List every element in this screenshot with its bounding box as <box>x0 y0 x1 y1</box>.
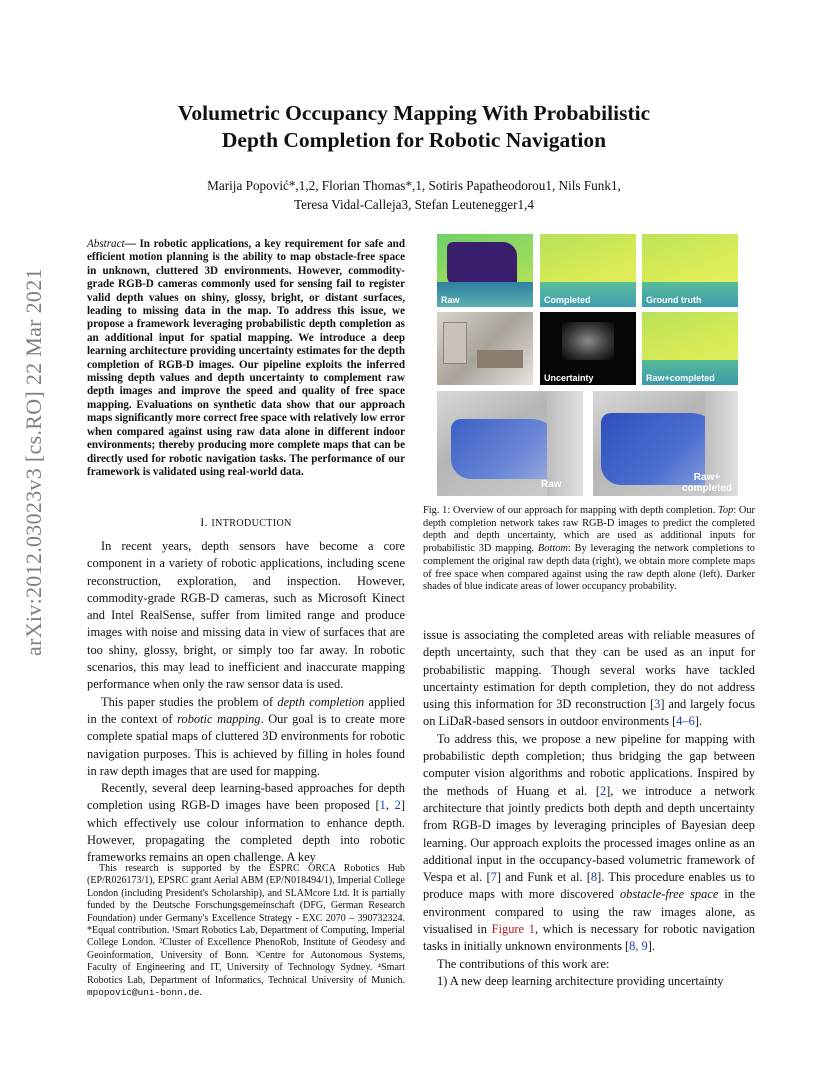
abstract-label: Abstract <box>87 238 125 250</box>
map-raw-completed <box>593 391 738 496</box>
section-number: I. <box>200 515 209 529</box>
map-raw <box>437 391 583 496</box>
label-uncertainty: Uncertainty <box>544 373 594 383</box>
uncertainty-image <box>540 312 636 385</box>
contribution-item-1: 1) A new deep learning architecture providing uncertainty <box>437 973 724 988</box>
completed-depth-image <box>540 234 636 307</box>
right-paragraph-2: To address this, we propose a new pipeline for mapping with probabilistic depth completion; thus bridging the gap between computer vision algorithms and robotic applications. Inspired by the methods of Huang et al. [2], we introduce a network architecture that jointly predicts both depth and depth uncertainty from RGB-D images by leveraging principles of Bayesian deep learning. Our approach exploits the processed images online as an additional input in the occupancy-based volumetric framework of Vespa et al. [7] and Funk et al. [8]. This procedure enables us to produce maps with more discovered obstacle-free space in the environment compared to using the raw images alone, as visualised in Figure 1, which is necessary for robotic navigation tasks in initially unknown environments [8, 9]. <box>423 731 755 954</box>
citation-link[interactable]: 2 <box>394 798 401 813</box>
figure-caption: Fig. 1: Overview of our approach for mapping with depth completion. Top: Our depth completion network takes raw RGB-D images to predict the completed depth and depth uncertainty, which are used as additional inputs for probabilistic 3D mapping. Bottom: By leveraging the network completions to complement the original raw depth data (right), we obtain more complete maps of free space when compared against using the raw depth alone (left). Darker shades of blue indicate areas of lower occupancy probability. <box>423 505 755 593</box>
right-paragraph-3: The contributions of this work are: <box>437 956 610 971</box>
label-map-raw-completed: Raw+ completed <box>681 472 732 494</box>
authors-line-2: Teresa Vidal-Calleja3, Stefan Leutenegger1,4 <box>293 197 535 212</box>
citation-link[interactable]: 2 <box>599 783 607 798</box>
citation-link[interactable]: 4–6 <box>676 714 695 729</box>
citation-link[interactable]: 3 <box>654 697 661 712</box>
title-line-1: Volumetric Occupancy Mapping With Probabilistic <box>177 101 651 125</box>
figure-link[interactable]: Figure 1 <box>491 922 535 937</box>
title-line-2: Depth Completion for Robotic Navigation <box>221 128 607 152</box>
right-paragraph-1: issue is associating the completed areas with reliable measures of depth uncertainty, such that they can be used as an input for probabilistic mapping. Though several works have tackled uncertainty estimation for depth completion, they do not address using this information for 3D reconstruction [3] and largely focus on LiDaR-based sensors in outdoor environments [4–6]. <box>423 628 755 729</box>
right-column-body <box>423 627 755 990</box>
raw-depth-image <box>437 234 533 307</box>
introduction-body <box>87 538 405 867</box>
email-address[interactable]: mpopovic@uni-bonn.de <box>87 987 200 999</box>
label-raw: Raw <box>441 295 460 305</box>
intro-paragraph-3: Recently, several deep learning-based approaches for depth completion using RGB-D images have been proposed [1, 2] which effectively use colour information to enhance depth. However, propagating the completed depth into robotic frameworks remains an open challenge. A key <box>87 781 405 865</box>
intro-paragraph-1: In recent years, depth sensors have become a core component in a variety of robotic applications, including scene reconstruction, exploration, and inspection. However, commodity-grade RGB-D cameras, such as Microsoft Kinect and Intel RealSense, suffer from limited range and produce images with noise and missing data in view of surfaces that are too shiny, glossy, bright, or simply too far away. In robotic scenarios, this may lead to inefficient and inaccurate mapping performance when only the raw sensor data is used. <box>87 539 405 692</box>
abstract <box>87 238 405 479</box>
author-list <box>120 176 708 214</box>
authors-line-1: Marija Popović*,1,2, Florian Thomas*,1, Sotiris Papatheodorou1, Nils Funk1, <box>207 178 621 193</box>
arxiv-stamp: arXiv:2012.03023v3 [cs.RO] 22 Mar 2021 <box>21 268 46 656</box>
intro-paragraph-2: This paper studies the problem of depth completion applied in the context of robotic mapping. Our goal is to create more complete spatial maps of cluttered 3D environments for robotic navigation purposes. This is achieved by filling in holes found in raw depth images that are used for mapping. <box>87 694 405 778</box>
footnote: This research is supported by the ESPRC ORCA Robotics Hub (EP/R026173/1), EPSRC grant Aerial ABM (EP/N018494/1), Imperial College London (including President's Scholarship), and SLAMcore Ltd. It is partially funded by the Deutsche Forschungsgemeinschaft (DFG, German Research Foundation) under Germany's Excellence Strategy - EXC 2070 – 390732324. *Equal contribution. ¹Smart Robotics Lab, Department of Computing, Imperial College London. ²Cluster of Excellence PhenoRob, Institute of Geodesy and Geoinformation, University of Bonn. ³Centre for Autonomous Systems, Faculty of Engineering and IT, University of Technology Sydney. ⁴Smart Robotics Lab, Department of Informatics, Technical University of Munich. mpopovic@uni-bonn.de. <box>87 863 405 999</box>
citation-link[interactable]: 7 <box>490 870 497 885</box>
citation-link[interactable]: 8 <box>590 870 598 885</box>
label-raw-completed: Raw+completed <box>646 373 715 383</box>
label-completed: Completed <box>544 295 591 305</box>
figure-1 <box>437 234 738 496</box>
citation-link[interactable]: 1 <box>379 798 386 813</box>
ground-truth-image <box>642 234 738 307</box>
section-title: INTRODUCTION <box>211 518 292 529</box>
section-heading <box>87 514 405 532</box>
citation-link[interactable]: 8, 9 <box>629 939 648 954</box>
paper-title <box>0 100 828 154</box>
rgb-image <box>437 312 533 385</box>
abstract-text: — In robotic applications, a key requirement for safe and efficient motion planning is the ability to map obstacle-free space in unknown, cluttered 3D environments. However, commodity-grade RGB-D cameras commonly used for sensing fail to register valid depth values on shiny, glossy, bright, or distant surfaces, leading to missing data in the map. To address this issue, we propose a framework leveraging probabilistic depth completion as an additional input for spatial mapping. We introduce a deep learning architecture providing uncertainty estimates for the depth completion of RGB-D images. Our pipeline exploits the inferred missing depth values and depth uncertainty to complement raw depth images and improve the speed and quality of free space mapping. Evaluations on synthetic data show that our approach maps significantly more correct free space with relatively low error when compared against using raw data alone in different indoor environments; thereby producing more complete maps that can be directly used for robotic navigation tasks. The performance of our framework is validated using real-world data. <box>87 238 405 478</box>
raw-completed-image <box>642 312 738 385</box>
label-map-raw: Raw <box>541 479 562 490</box>
label-ground-truth: Ground truth <box>646 295 702 305</box>
